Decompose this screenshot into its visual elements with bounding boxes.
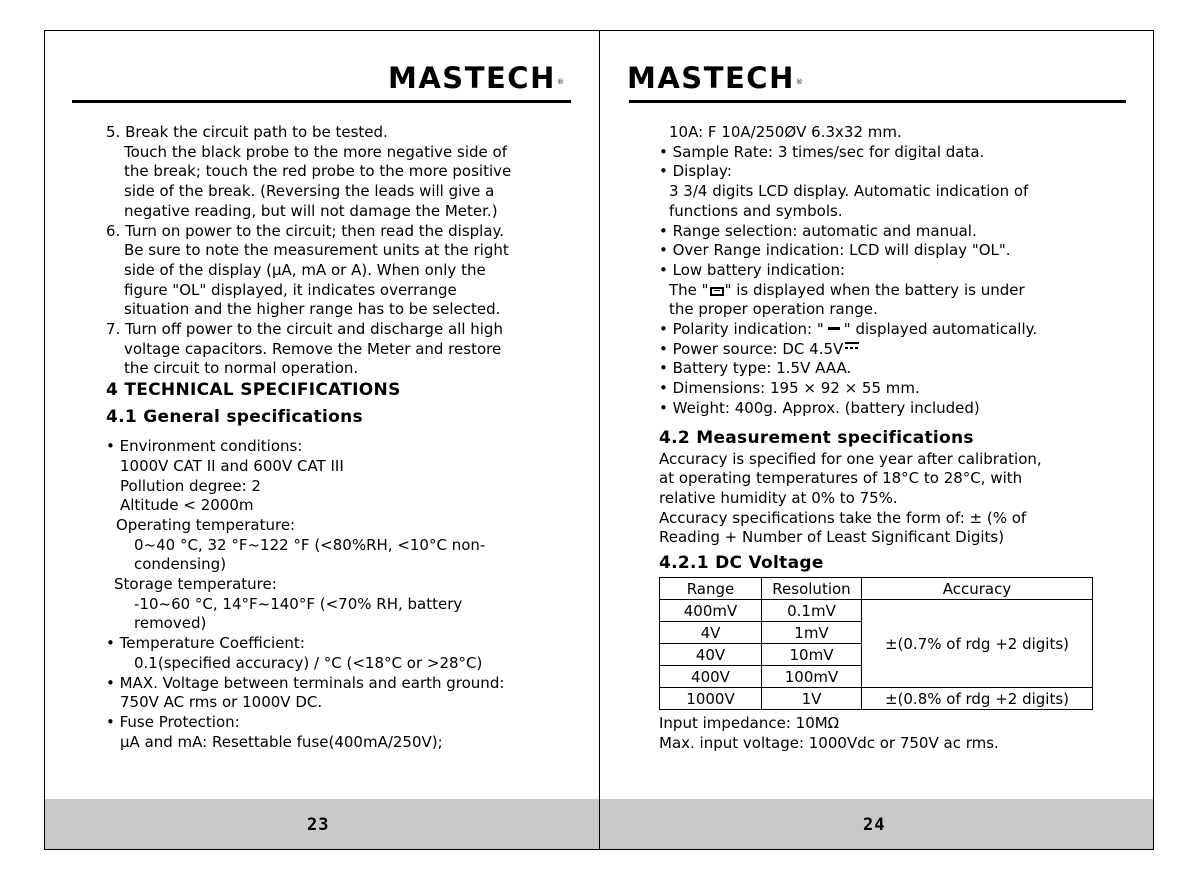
text-line: negative reading, but will not damage the Meter.) [124,201,498,220]
text-line: condensing) [134,555,227,574]
bullet-polarity: • Polarity indication: " " displayed automatically. [659,320,1038,339]
table-header-row [660,578,1093,600]
bullet-fuse-protection: • Fuse Protection: [106,712,240,731]
bullet-dimensions: • Dimensions: 195 × 92 × 55 mm. [659,379,920,398]
bullet-temperature-coefficient: • Temperature Coefficient: [106,634,305,653]
section-heading-4: 4 TECHNICAL SPECIFICATIONS [106,380,401,401]
text-line: 1000V CAT II and 600V CAT III [120,456,344,475]
text-line: Accuracy is specified for one year after calibration, [659,449,1042,468]
page-23-content [106,123,511,752]
low-battery-icon [710,287,724,296]
text-line: -10~60 °C, 14°F~140°F (<70% RH, battery [134,594,463,613]
brand-logo: MASTECH® [388,61,564,95]
bullet-environment: • Environment conditions: [106,437,303,456]
accuracy-cell: ±(0.7% of rdg +2 digits) [862,600,1093,688]
text-line: 750V AC rms or 1000V DC. [120,693,323,712]
table-cell: 100mV [762,666,862,688]
text-line: relative humidity at 0% to 75%. [659,488,898,507]
table-cell: 1V [762,688,862,710]
text-line: at operating temperatures of 18°C to 28°C, with [659,469,1023,488]
text-line: the circuit to normal operation. [124,359,359,378]
column-header: Range [660,578,762,600]
minus-sign-icon [828,327,840,330]
text-line: Touch the black probe to the more negative side of [124,142,508,161]
section-heading-4-2-1: 4.2.1 DC Voltage [659,553,824,574]
step-7: 7. Turn off power to the circuit and discharge all high [106,320,503,339]
table-cell: 1mV [762,622,862,644]
text-line: 3 3/4 digits LCD display. Automatic indication of [669,182,1029,201]
table-cell: 0.1mV [762,600,862,622]
table-cell: 4V [660,622,762,644]
text-line: Reading + Number of Least Significant Digits) [659,528,1005,547]
text-line: Storage temperature: [114,575,277,594]
page-number: 23 [307,815,330,835]
bullet-low-battery: • Low battery indication: [659,260,846,279]
text-line: voltage capacitors. Remove the Meter and restore [124,339,502,358]
section-heading-4-1: 4.1 General specifications [106,407,363,428]
brand-logo: MASTECH® [627,61,803,95]
text-line: µA and mA: Resettable fuse(400mA/250V); [120,732,443,751]
table-cell: 40V [660,644,762,666]
manual-spread [44,30,1154,850]
text-line: situation and the higher range has to be selected. [124,300,501,319]
page-number: 24 [863,815,886,835]
page-footer [45,799,599,849]
text-line: functions and symbols. [669,201,843,220]
text-line: the break; touch the red probe to the more positive [124,162,512,181]
text-line: Input impedance: 10MΩ [659,714,840,733]
text-line: 0~40 °C, 32 °F~122 °F (<80%RH, <10°C non- [134,535,486,554]
step-6: 6. Turn on power to the circuit; then read the display. [106,221,505,240]
page-23 [45,31,599,849]
page-24 [600,31,1153,849]
text-line: The " " is displayed when the battery is under [669,280,1025,299]
text-line: 10A: F 10A/250ØV 6.3x32 mm. [669,123,902,141]
table-cell: 1000V [660,688,762,710]
page-24-content [659,123,1093,753]
page-footer [600,799,1153,849]
table-cell: 10mV [762,644,862,666]
step-5: 5. Break the circuit path to be tested. [106,123,388,141]
dc-symbol-icon [845,342,859,352]
column-header: Accuracy [862,578,1093,600]
bullet-sample-rate: • Sample Rate: 3 times/sec for digital data. [659,142,985,161]
bullet-range-selection: • Range selection: automatic and manual. [659,221,977,240]
header-rule [72,100,571,103]
text-line: Accuracy specifications take the form of: ± (% of [659,508,1027,527]
text-line: side of the break. (Reversing the leads will give a [124,182,495,201]
text-line: Altitude < 2000m [120,496,254,515]
text-line: Operating temperature: [116,515,296,534]
accuracy-cell: ±(0.8% of rdg +2 digits) [862,688,1093,710]
text-line: 0.1(specified accuracy) / °C (<18°C or >28°C) [134,653,483,672]
table-row [660,600,1093,622]
table-cell: 400mV [660,600,762,622]
bullet-power-source: • Power source: DC 4.5V [659,340,1093,360]
header-rule [629,100,1126,103]
section-heading-4-2: 4.2 Measurement specifications [659,427,974,448]
table-cell: 400V [660,666,762,688]
bullet-display: • Display: [659,162,732,181]
table-row [660,688,1093,710]
text-line: Pollution degree: 2 [120,476,261,495]
text-line: figure "OL" displayed, it indicates overrange [124,280,457,299]
bullet-battery-type: • Battery type: 1.5V AAA. [659,359,852,378]
text-line: side of the display (µA, mA or A). When only the [124,260,486,279]
bullet-over-range: • Over Range indication: LCD will display "OL". [659,241,1011,260]
dc-voltage-table [659,577,1093,710]
text-line: the proper operation range. [669,300,878,319]
text-line: removed) [134,614,207,633]
text-line: Max. input voltage: 1000Vdc or 750V ac rms. [659,733,999,752]
bullet-weight: • Weight: 400g. Approx. (battery included) [659,398,980,417]
bullet-max-voltage: • MAX. Voltage between terminals and earth ground: [106,673,505,692]
column-header: Resolution [762,578,862,600]
text-line: Be sure to note the measurement units at the right [124,241,509,260]
